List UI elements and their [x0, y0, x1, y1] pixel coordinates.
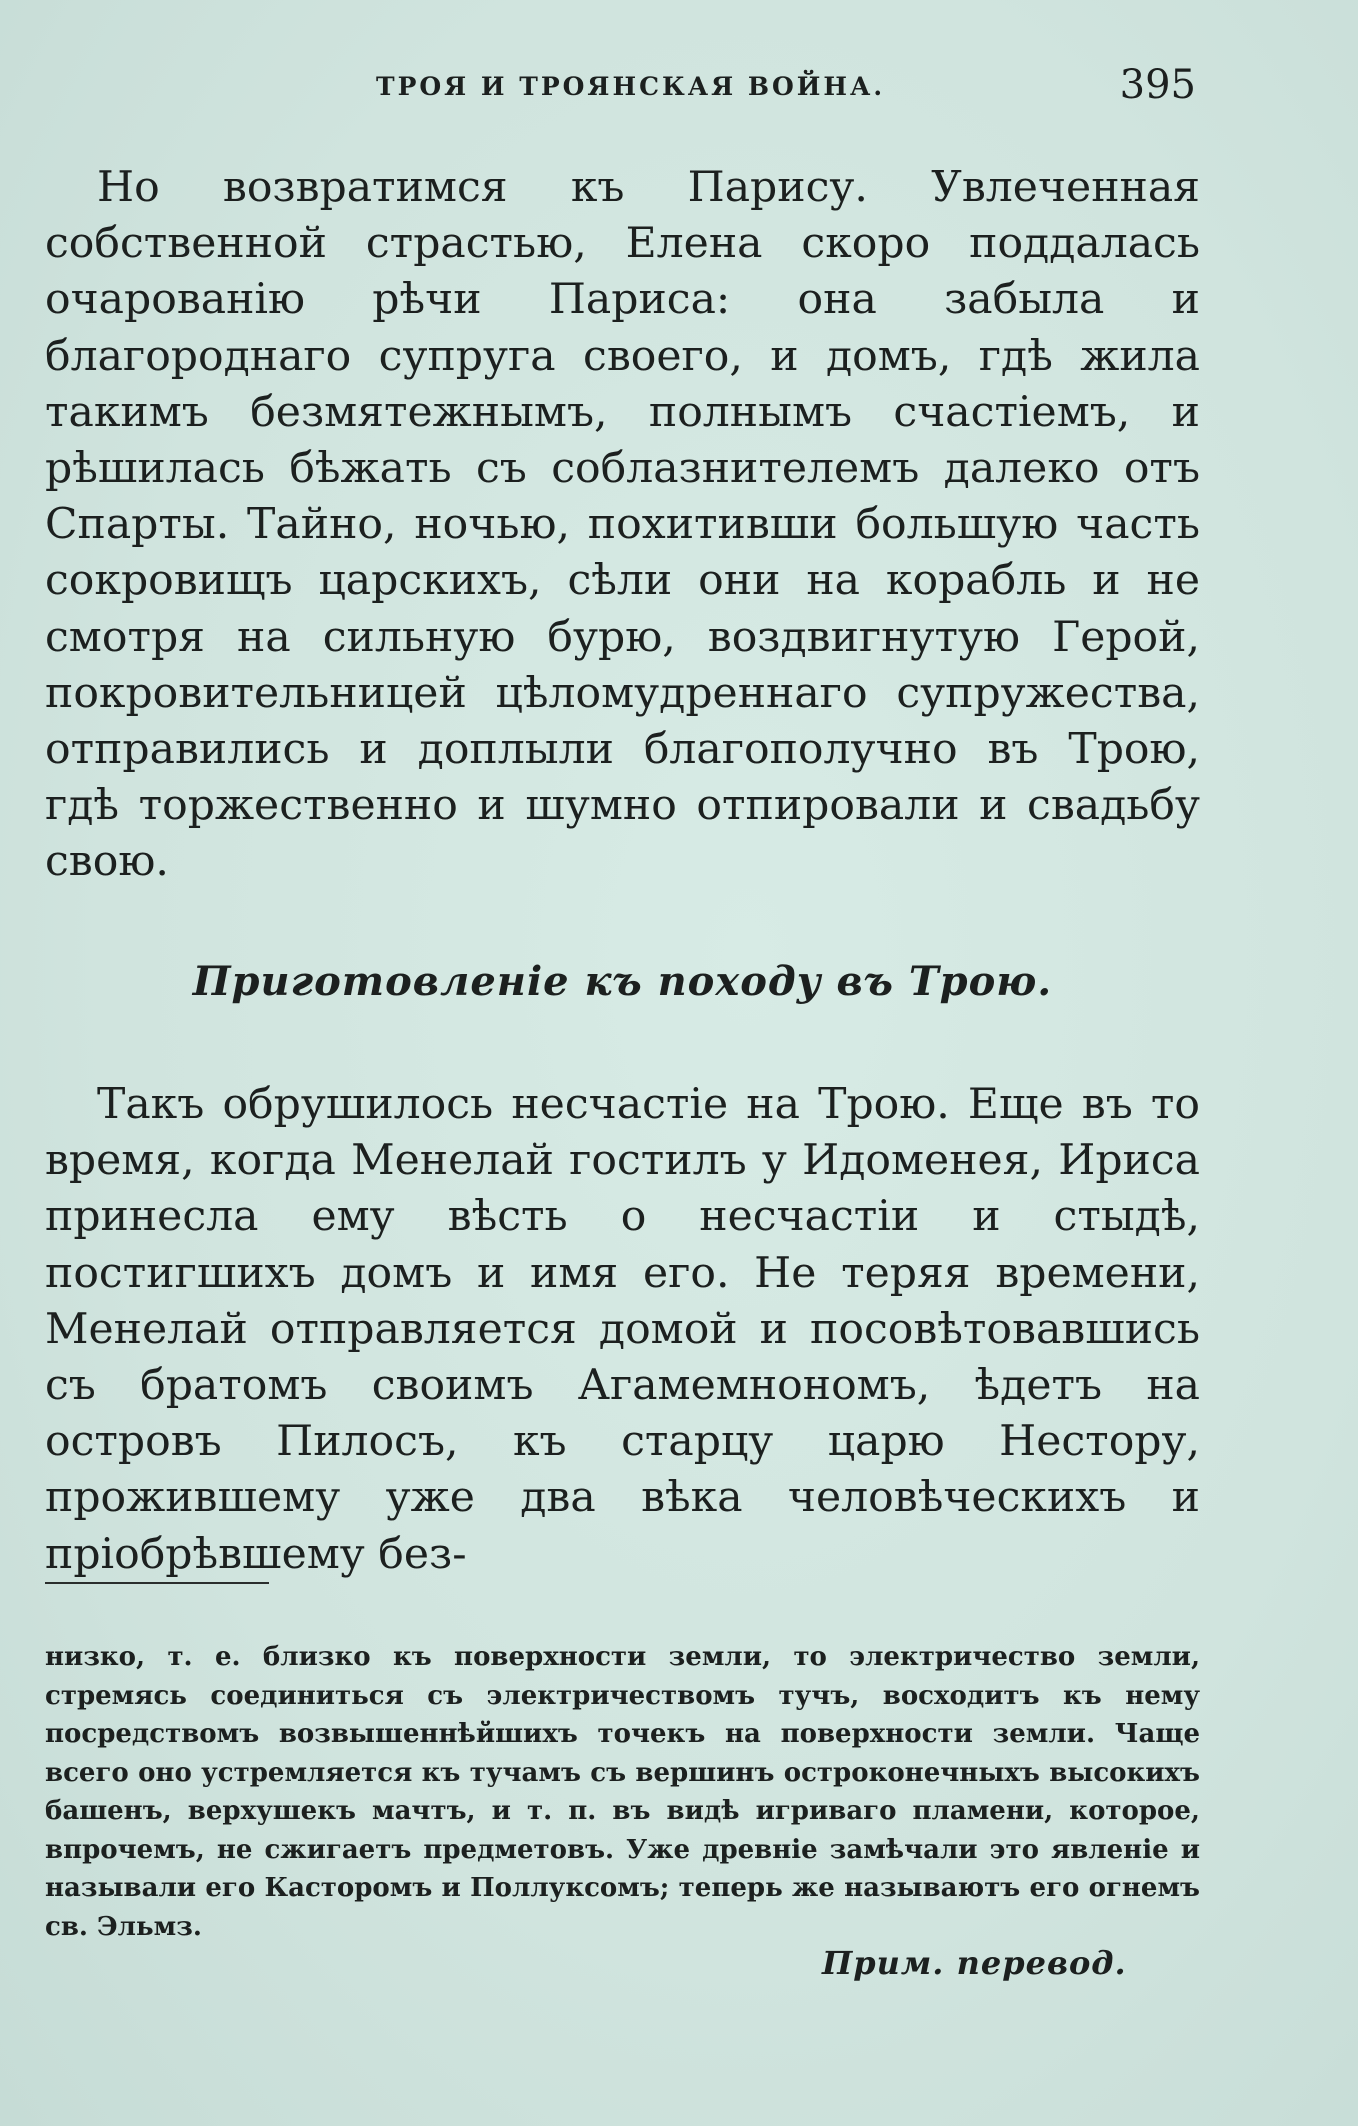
running-title: ТРОЯ И ТРОЯНСКАЯ ВОЙНА.: [376, 72, 886, 101]
paragraph-misfortune-of-troy: Такъ обрушилось несчастіе на Трою. Еще въ то время, когда Менелай гостилъ у Идоменея, Ириса принесла ему вѣсть о несчастіи и стыдѣ, постигшихъ домъ и имя его. Не теряя времени, Менелай отправляется домой и посовѣтовавшись съ братомъ своимъ Агамемнономъ, ѣдетъ на островъ Пилосъ, къ старцу царю Нестору, прожившему уже два вѣка человѣческихъ и пріобрѣвшему без-: [45, 1080, 1200, 1579]
footnote-signature: Прим. перевод.: [822, 1944, 1127, 1982]
page-header: [46, 62, 1196, 112]
footnote-text: низко, т. е. близко къ поверхности земли, то электричество земли, стремясь соединиться съ электричествомъ тучъ, восходитъ къ нему посредствомъ возвышеннѣйшихъ точекъ на поверхности земли. Чаще всего оно устремляется къ тучамъ съ вершинъ остроконечныхъ высокихъ башенъ, верхушекъ мачтъ, и т. п. въ видѣ игриваго пламени, которое, впрочемъ, не сжигаетъ предметовъ. Уже древніе замѣчали это явленіе и называли его Касторомъ и Поллуксомъ; теперь же называютъ его огнемъ св. Эльмз.: [45, 1642, 1200, 1942]
section-heading: Приготовленіе къ походу въ Трою.: [192, 958, 1053, 1005]
footnote-divider: [45, 1582, 269, 1584]
page-number: 395: [1119, 62, 1196, 108]
paragraph-paris-and-helen: Но возвратимся къ Парису. Увлеченная собственной страстью, Елена скоро поддалась очарованію рѣчи Париса: она забыла и благороднаго супруга своего, и домъ, гдѣ жила такимъ безмятежнымъ, полнымъ счастіемъ, и рѣшилась бѣжать съ соблазнителемъ далеко отъ Спарты. Тайно, ночью, похитивши большую часть сокровищъ царскихъ, сѣли они на корабль и не смотря на сильную бурю, воздвигнутую Герой, покровительницей цѣломудреннаго супружества, отправились и доплыли благополучно въ Трою, гдѣ торжественно и шумно отпировали и свадьбу свою.: [45, 163, 1200, 887]
